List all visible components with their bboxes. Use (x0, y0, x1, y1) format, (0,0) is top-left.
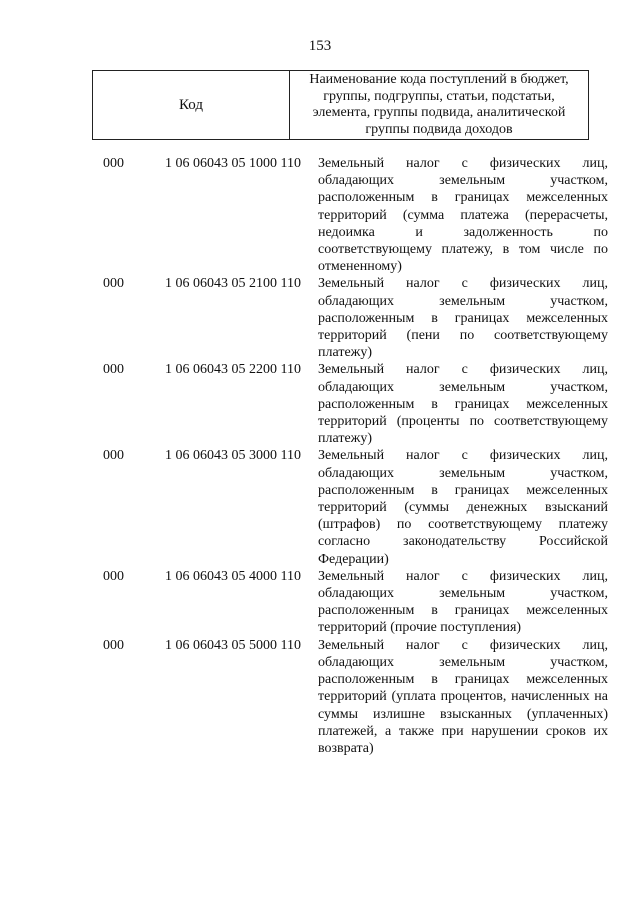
revenue-name: Земельный налог с физических лиц, обладающих земельным участком, расположенным в границах межселенных территорий (уплата процентов, начисленных на суммы излишне взысканных (уплаченных) платежей, а также при нарушении сроков их возврата) (318, 637, 608, 756)
revenue-code: 1 06 06043 05 2200 110 (165, 362, 301, 378)
revenue-name: Земельный налог с физических лиц, обладающих земельным участком, расположенным в границах межселенных территорий (суммы денежных взысканий (штрафов) по соответствующему платежу согласно законодательству Российской Федерации) (318, 448, 608, 567)
table-row (0, 155, 640, 275)
table-row (0, 447, 640, 567)
header-name: Наименование кода поступлений в бюджет, группы, подгруппы, статьи, подстатьи, элемента, группы подвида, аналитической группы подвида доходов (309, 72, 569, 137)
revenue-code: 1 06 06043 05 1000 110 (165, 156, 301, 171)
revenue-name: Земельный налог с физических лиц, обладающих земельным участком, расположенным в границах межселенных территорий (пени по соответствующему платежу) (318, 276, 608, 361)
revenue-code: 1 06 06043 05 5000 110 (165, 637, 301, 653)
admin-code: 000 (103, 448, 124, 464)
table-body (0, 155, 640, 757)
admin-code: 000 (103, 362, 124, 378)
admin-code: 000 (103, 276, 124, 292)
revenue-name: Земельный налог с физических лиц, обладающих земельным участком, расположенным в границах межселенных территорий (проценты по соответствующему платежу) (318, 362, 608, 447)
admin-code: 000 (103, 637, 124, 653)
admin-code: 000 (103, 156, 124, 171)
table-row (0, 637, 640, 757)
page-number: 153 (308, 38, 332, 54)
revenue-name: Земельный налог с физических лиц, обладающих земельным участком, расположенным в границах межселенных территорий (прочие поступления) (318, 568, 608, 636)
revenue-code: 1 06 06043 05 2100 110 (165, 276, 301, 292)
table-row (0, 568, 640, 637)
admin-code: 000 (103, 568, 124, 584)
revenue-name: Земельный налог с физических лиц, обладающих земельным участком, расположенным в границах межселенных территорий (сумма платежа (перерасчеты, недоимка и задолженность по соответствующему платежу, в том числе по отмененному) (318, 156, 608, 275)
table-row (0, 361, 640, 447)
header-kod: Код (93, 71, 290, 139)
revenue-code: 1 06 06043 05 3000 110 (165, 448, 301, 464)
revenue-code: 1 06 06043 05 4000 110 (165, 568, 301, 584)
table-header (92, 70, 589, 140)
table-row (0, 275, 640, 361)
